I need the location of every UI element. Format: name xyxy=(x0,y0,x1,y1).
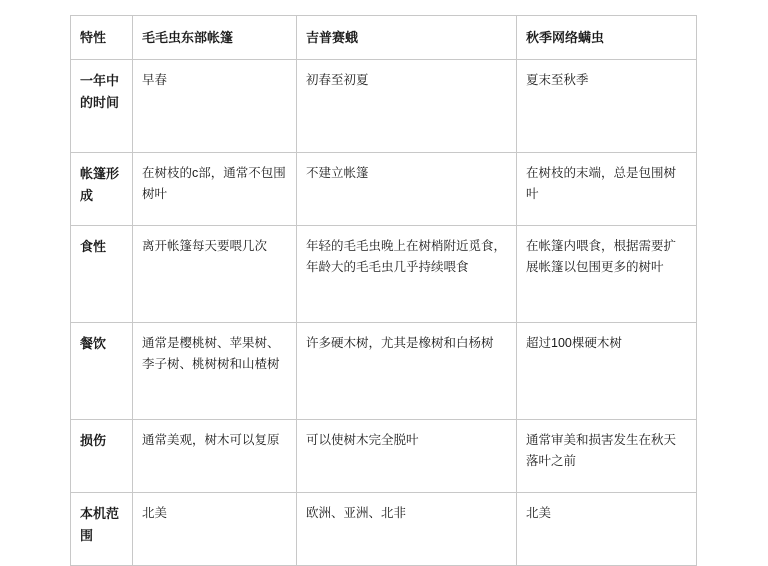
cell-diet-gypsy: 许多硬木树，尤其是橡树和白杨树 xyxy=(297,323,517,420)
table-row xyxy=(71,493,697,566)
table-row xyxy=(71,153,697,226)
cell-time-eastern: 早春 xyxy=(133,60,297,153)
cell-diet-webworm: 超过100棵硬木树 xyxy=(517,323,697,420)
column-header-fall-webworm: 秋季网络螨虫 xyxy=(517,16,697,60)
cell-damage-eastern: 通常美观，树木可以复原 xyxy=(133,420,297,493)
column-header-gypsy-moth: 吉普赛蛾 xyxy=(297,16,517,60)
cell-range-webworm: 北美 xyxy=(517,493,697,566)
column-header-feature: 特性 xyxy=(71,16,133,60)
cell-time-webworm: 夏末至秋季 xyxy=(517,60,697,153)
table-row xyxy=(71,60,697,153)
row-header-feeding: 食性 xyxy=(71,226,133,323)
row-header-damage: 损伤 xyxy=(71,420,133,493)
cell-damage-gypsy: 可以使树木完全脱叶 xyxy=(297,420,517,493)
cell-feeding-eastern: 离开帐篷每天要喂几次 xyxy=(133,226,297,323)
cell-tent-eastern: 在树枝的c部，通常不包围树叶 xyxy=(133,153,297,226)
column-header-eastern-tent-caterpillar: 毛毛虫东部帐篷 xyxy=(133,16,297,60)
cell-diet-eastern: 通常是樱桃树、苹果树、李子树、桃树树和山楂树 xyxy=(133,323,297,420)
row-header-tent-formation: 帐篷形成 xyxy=(71,153,133,226)
table-row xyxy=(71,323,697,420)
cell-tent-webworm: 在树枝的末端，总是包围树叶 xyxy=(517,153,697,226)
cell-range-eastern: 北美 xyxy=(133,493,297,566)
table-body xyxy=(71,60,697,566)
cell-range-gypsy: 欧洲、亚洲、北非 xyxy=(297,493,517,566)
comparison-table xyxy=(70,15,697,566)
cell-tent-gypsy: 不建立帐篷 xyxy=(297,153,517,226)
cell-time-gypsy: 初春至初夏 xyxy=(297,60,517,153)
row-header-diet: 餐饮 xyxy=(71,323,133,420)
table-header xyxy=(71,16,697,60)
cell-feeding-webworm: 在帐篷内喂食，根据需要扩展帐篷以包围更多的树叶 xyxy=(517,226,697,323)
table-header-row xyxy=(71,16,697,60)
cell-feeding-gypsy: 年轻的毛毛虫晚上在树梢附近觅食，年龄大的毛毛虫几乎持续喂食 xyxy=(297,226,517,323)
row-header-native-range: 本机范围 xyxy=(71,493,133,566)
table-row xyxy=(71,420,697,493)
cell-damage-webworm: 通常审美和损害发生在秋天落叶之前 xyxy=(517,420,697,493)
table-row xyxy=(71,226,697,323)
row-header-time-of-year: 一年中的时间 xyxy=(71,60,133,153)
